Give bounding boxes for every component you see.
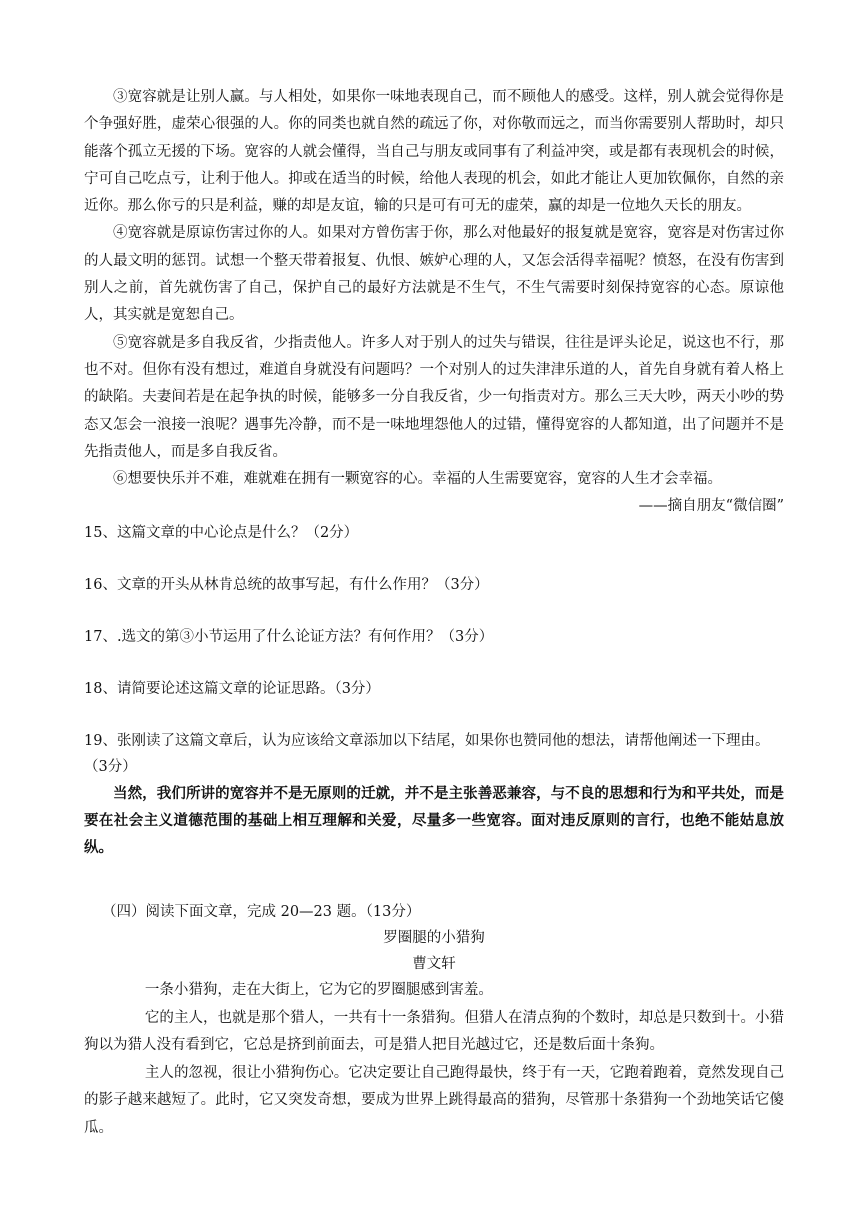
exam-page (84, 84, 784, 1142)
paragraph-4: ④宽容就是原谅伤害过你的人。如果对方曾伤害于你，那么对他最好的报复就是宽容，宽容是对伤害过你的人最文明的惩罚。试想一个整天带着报复、仇恨、嫉妒心理的人，又怎会活得幸福呢？愤怒，在没有伤害到别人之前，首先就伤害了自己，保护自己的最好方法就是不生气，不生气需要时刻保持宽容的心态。原谅他人，其实就是宽恕自己。 (84, 225, 784, 324)
paragraph-6: ⑥想要快乐并不难，难就难在拥有一颗宽容的心。幸福的人生需要宽容，宽容的人生才会幸福。 (113, 471, 722, 488)
story-author: 曹文轩 (412, 956, 456, 973)
paragraph-5: ⑤宽容就是多自我反省，少指责他人。许多人对于别人的过失与错误，往往是评头论足，说这也不行，那也不对。但你有没有想过，难道自身就没有问题吗？一个对别人的过失津津乐道的人，首先自身就有着人格上的缺陷。夫妻间若是在起争执的时候，能够多一分自我反省，少一句指责对方。那么三天大吵，两天小吵的势态又怎会一浪接一浪呢？遇事先冷静，而不是一味地埋怨他人的过错，懂得宽容的人都知道，出了问题并不是先指责他人，而是多自我反省。 (84, 334, 784, 460)
question-16: 16、文章的开头从林肯总统的故事写起，有什么作用？（3分） (84, 577, 489, 594)
story-title: 罗圈腿的小猎狗 (383, 930, 485, 947)
section-gap (84, 861, 784, 899)
question-19: 19、张刚读了这篇文章后，认为应该给文章添加以下结尾，如果你也赞同他的想法，请帮他阐述一下理由。（3分） (84, 733, 770, 776)
answer-space (84, 598, 784, 624)
source-attribution: ——摘自朋友“微信圈” (638, 498, 784, 515)
answer-space (84, 650, 784, 676)
story-paragraph: 一条小猎狗，走在大街上，它为它的罗圈腿感到害羞。 (144, 982, 493, 999)
question-19-ending-text: 当然，我们所讲的宽容并不是无原则的迁就，并不是主张善恶兼容，与不良的思想和行为和平共处，而是要在社会主义道德范围的基础上相互理解和关爱，尽量多一些宽容。面对违反原则的言行，也绝不能姑息放纵。 (84, 785, 784, 857)
question-18: 18、请简要论述这篇文章的论证思路。（3分） (84, 681, 380, 698)
question-15: 15、这篇文章的中心论点是什么？（2分） (84, 525, 359, 542)
story-paragraph: 主人的忽视，很让小猎狗伤心。它决定要让自己跑得最快，终于有一天，它跑着跑着，竟然发现自己的影子越来越短了。此时，它又突发奇想，要成为世界上跳得最高的猎狗，尽管那十条猎狗一个劲地笑话它傻瓜。 (84, 1064, 784, 1136)
story-paragraph: 它的主人，也就是那个猎人，一共有十一条猎狗。但猎人在清点狗的个数时，却总是只数到十。小猎狗以为猎人没有看到它，它总是挤到前面去，可是猎人把目光越过它，还是数后面十条狗。 (84, 1009, 784, 1054)
section-4-heading: （四）阅读下面文章，完成 20—23 题。（13分） (102, 904, 421, 921)
paragraph-3: ③宽容就是让别人赢。与人相处，如果你一味地表现自己，而不顾他人的感受。这样，别人就会觉得你是个争强好胜，虚荣心很强的人。你的同类也就自然的疏远了你，对你敬而远之，而当你需要别人帮助时，却只能落个孤立无援的下场。宽容的人就会懂得，当自己与朋友或同事有了利益冲突，或是都有表现机会的时候，宁可自己吃点亏，让利于他人。抑或在适当的时候，给他人表现的机会，如此才能让人更加钦佩你，自然的亲近你。那么你亏的只是利益，赚的却是友谊，输的只是可有可无的虚荣，赢的却是一位地久天长的朋友。 (84, 89, 784, 215)
answer-space (84, 546, 784, 572)
answer-space (84, 702, 784, 728)
question-17: 17、.选文的第③小节运用了什么论证方法？有何作用？（3分） (84, 629, 494, 646)
